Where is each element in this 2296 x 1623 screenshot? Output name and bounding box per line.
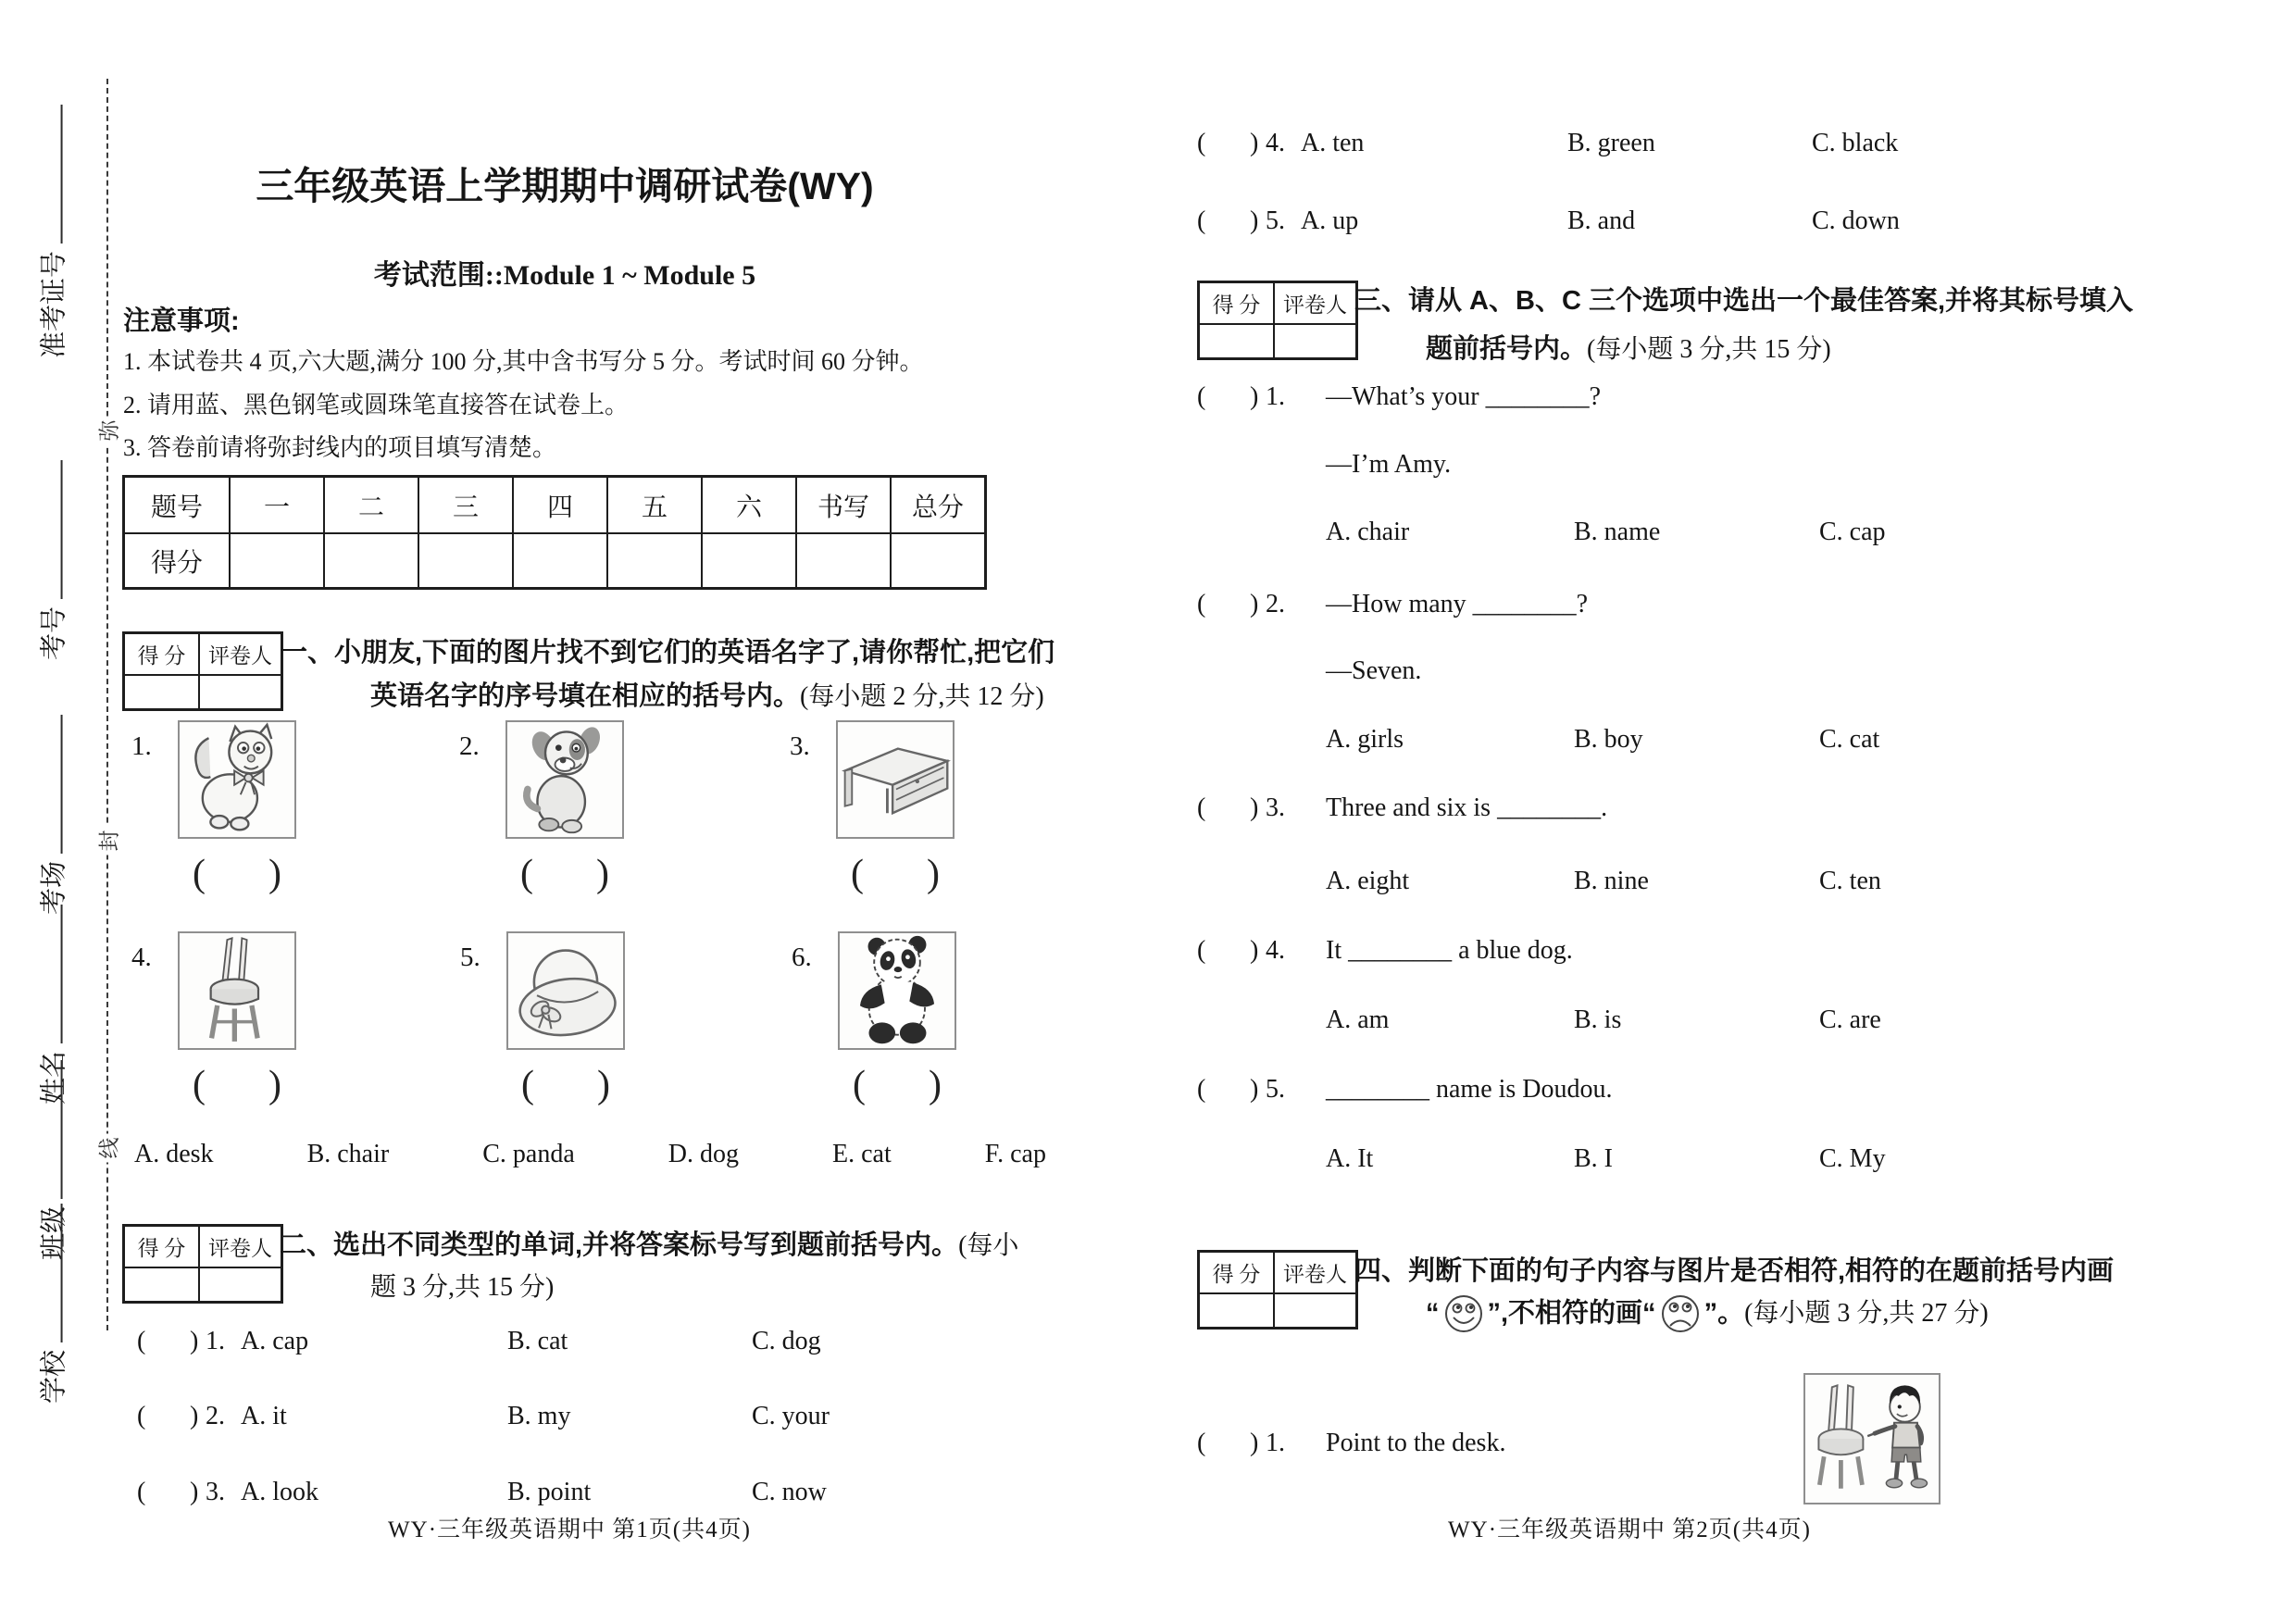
- table-header-cell: 四: [512, 478, 606, 532]
- score-cell-empty: [323, 532, 418, 587]
- answer-parentheses: [851, 852, 940, 896]
- option-c: C. My: [1819, 1144, 1886, 1173]
- answer-parentheses: [521, 1063, 610, 1107]
- answer-parentheses: [853, 1063, 942, 1107]
- seal-char-mi: 弥: [93, 417, 123, 445]
- picture-item-3: [790, 720, 955, 896]
- score-cell-empty: [890, 532, 984, 587]
- seal-char-feng: 封: [93, 827, 123, 855]
- score-summary-table: [122, 475, 987, 590]
- table-row-label: 得分: [125, 532, 229, 587]
- table-header-cell: 五: [606, 478, 701, 532]
- paren-close: ): [190, 1327, 199, 1355]
- grader-label: 评卷人: [1273, 1253, 1355, 1294]
- paren-close: ): [1250, 206, 1259, 235]
- question-number: 3.: [206, 1478, 225, 1506]
- paren-open: (: [521, 1064, 534, 1106]
- score-box-section4: [1197, 1250, 1358, 1330]
- paren-close: ): [1250, 590, 1259, 618]
- option-a: A. am: [1326, 1005, 1390, 1034]
- option-a: A. girls: [1326, 725, 1404, 754]
- panda-image: [838, 931, 956, 1050]
- paren-close: ): [1250, 793, 1259, 822]
- option-a: A. up: [1301, 206, 1359, 235]
- score-cell-empty: [701, 532, 795, 587]
- blank-line: [31, 1060, 63, 1199]
- option-c: C. down: [1812, 206, 1900, 235]
- paren-open: (: [1197, 590, 1206, 618]
- blank-line: [31, 105, 63, 243]
- table-header-cell: 一: [229, 478, 323, 532]
- paren-open: (: [1197, 206, 1206, 235]
- boy-pointing-at-chair-image: [1803, 1373, 1940, 1504]
- word-option: A. desk: [134, 1140, 214, 1168]
- word-option: C. panda: [482, 1140, 575, 1168]
- section1-title-line1: 一、小朋友,下面的图片找不到它们的英语名字了,请你帮忙,把它们: [281, 638, 1055, 668]
- table-header-cell: 三: [418, 478, 512, 532]
- score-label: 得 分: [125, 634, 198, 676]
- paren-close: ): [1250, 1075, 1259, 1104]
- score-box-section3: [1197, 281, 1358, 360]
- paren-open: (: [1197, 1075, 1206, 1104]
- item-number: 1.: [131, 731, 152, 761]
- word-option: B. chair: [306, 1140, 390, 1168]
- word-option: F. cap: [984, 1140, 1046, 1168]
- section3-title-line1: 三、请从 A、B、C 三个选项中选出一个最佳答案,并将其标号填入: [1354, 286, 2134, 316]
- margin-field-school: [31, 1204, 71, 1404]
- score-box-section2: [122, 1224, 283, 1304]
- score-cell-empty: [512, 532, 606, 587]
- section2-title-line1: 二、选出不同类型的单词,并将答案标号写到题前括号内。: [280, 1230, 959, 1260]
- word-option: E. cat: [832, 1140, 892, 1168]
- question-number: 2.: [1266, 590, 1285, 618]
- table-header-cell: 六: [701, 478, 795, 532]
- question-text: Point to the desk.: [1326, 1429, 1506, 1457]
- score-label: 得 分: [1200, 1253, 1273, 1294]
- picture-item-2: [459, 720, 624, 896]
- option-c: C. ten: [1819, 867, 1881, 895]
- grader-label: 评卷人: [198, 634, 281, 676]
- exam-scope: 考试范围::Module 1 ~ Module 5: [373, 260, 756, 291]
- margin-field-exam-room: [31, 715, 71, 915]
- option-c: C. now: [752, 1478, 827, 1506]
- note-line: 3. 答卷前请将弥封线内的项目填写清楚。: [123, 434, 557, 461]
- paren-close: ): [190, 1402, 199, 1430]
- score-cell-empty: [1200, 325, 1273, 357]
- option-b: B. nine: [1574, 867, 1649, 895]
- question-text: It ________ a blue dog.: [1326, 936, 1573, 965]
- grader-label: 评卷人: [198, 1227, 281, 1268]
- paren-close: ): [1250, 129, 1259, 157]
- chair-image: [178, 931, 296, 1050]
- score-cell-empty: [198, 1268, 281, 1301]
- paren-open: (: [853, 1064, 866, 1106]
- paren-open: (: [1197, 1429, 1206, 1457]
- section3-title-line2: 题前括号内。: [1426, 334, 1588, 364]
- paren-open: (: [851, 853, 864, 895]
- table-header-cell: 题号: [150, 493, 203, 522]
- answer-parentheses: [193, 852, 281, 896]
- margin-field-admission-no: [31, 105, 71, 358]
- margin-field-label: 姓名: [39, 1050, 69, 1105]
- question-number: 5.: [1266, 1075, 1285, 1104]
- page2-footer: WY·三年级英语期中 第2页(共4页): [1448, 1517, 1811, 1542]
- table-header-cell: 总分: [890, 478, 984, 532]
- item-number: 6.: [792, 943, 812, 972]
- quote-open: “: [1426, 1298, 1440, 1329]
- option-b: B. green: [1567, 129, 1655, 157]
- score-box-section1: [122, 631, 283, 711]
- section4-points: (每小题 3 分,共 27 分): [1744, 1299, 1989, 1329]
- paren-close: ): [1250, 382, 1259, 411]
- section2-title-line2: 题 3 分,共 15 分): [370, 1273, 555, 1302]
- score-cell-empty: [1273, 1294, 1355, 1327]
- question-number: 1.: [1266, 1429, 1285, 1457]
- score-cell-empty: [1200, 1294, 1273, 1327]
- blank-line: [31, 905, 63, 1043]
- paren-open: (: [520, 853, 533, 895]
- word-bank: [134, 1139, 1046, 1170]
- note-line: 1. 本试卷共 4 页,六大题,满分 100 分,其中含书写分 5 分。考试时间 60 分钟。: [123, 348, 924, 375]
- margin-field-label: 准考证号: [39, 250, 69, 359]
- picture-item-1: [131, 720, 296, 896]
- word-option: D. dog: [668, 1140, 739, 1168]
- paren-close: ): [929, 1064, 942, 1106]
- option-a: A. chair: [1326, 518, 1410, 546]
- happy-face-icon: [1442, 1292, 1485, 1335]
- margin-field-label: 班级: [39, 1205, 69, 1261]
- item-number: 5.: [460, 943, 480, 972]
- score-cell-empty: [125, 676, 198, 708]
- option-b: B. my: [507, 1402, 571, 1430]
- paren-open: (: [193, 1064, 206, 1106]
- option-b: B. I: [1574, 1144, 1613, 1173]
- blank-line: [31, 715, 63, 854]
- paren-open: (: [1197, 936, 1206, 965]
- question-number: 5.: [1266, 206, 1285, 235]
- desk-image: [836, 720, 955, 839]
- option-c: C. cat: [1819, 725, 1880, 754]
- question-text: Three and six is ________.: [1326, 793, 1608, 822]
- blank-line: [31, 460, 63, 599]
- paren-close: ): [597, 1064, 610, 1106]
- section1-title-line2: 英语名字的序号填在相应的括号内。: [370, 681, 801, 711]
- margin-field-exam-no: [31, 460, 71, 660]
- table-header-cell: 书写: [795, 478, 890, 532]
- paren-open: (: [137, 1327, 146, 1355]
- item-number: 2.: [459, 731, 480, 761]
- margin-field-label: 学校: [39, 1349, 69, 1405]
- score-cell-empty: [198, 676, 281, 708]
- paren-close: ): [268, 1064, 281, 1106]
- question-number: 4.: [1266, 129, 1285, 157]
- score-cell-empty: [229, 532, 323, 587]
- table-header-cell: 二: [323, 478, 418, 532]
- question-number: 3.: [1266, 793, 1285, 822]
- paren-close: ): [1250, 1429, 1259, 1457]
- score-cell-empty: [795, 532, 890, 587]
- notes-title: 注意事项:: [123, 306, 240, 336]
- score-cell-empty: [1273, 325, 1355, 357]
- note-line: 2. 请用蓝、黑色钢笔或圆珠笔直接答在试卷上。: [123, 392, 630, 418]
- question-text: —What’s your ________?: [1326, 382, 1602, 411]
- quote-close: ”。: [1703, 1298, 1745, 1329]
- paren-open: (: [137, 1402, 146, 1430]
- option-a: A. look: [241, 1478, 318, 1506]
- option-b: B. point: [507, 1478, 592, 1506]
- question-number: 4.: [1266, 936, 1285, 965]
- picture-item-5: [460, 931, 625, 1107]
- option-a: A. It: [1326, 1144, 1374, 1173]
- option-c: C. black: [1812, 129, 1899, 157]
- margin-field-label: 考号: [39, 606, 69, 661]
- sad-face-icon: [1659, 1292, 1702, 1335]
- paren-open: (: [193, 853, 206, 895]
- option-c: C. dog: [752, 1327, 821, 1355]
- section1-points: (每小题 2 分,共 12 分): [800, 682, 1044, 711]
- option-b: B. name: [1574, 518, 1661, 546]
- paren-open: (: [1197, 382, 1206, 411]
- option-c: C. your: [752, 1402, 830, 1430]
- question-number: 2.: [206, 1402, 225, 1430]
- question-number: 1.: [1266, 382, 1285, 411]
- answer-parentheses: [520, 852, 609, 896]
- score-cell-empty: [418, 532, 512, 587]
- section2-points-start: (每小: [958, 1231, 1019, 1260]
- option-a: A. it: [241, 1402, 287, 1430]
- cat-image: [178, 720, 296, 839]
- blank-line: [31, 1204, 63, 1342]
- item-number: 3.: [790, 731, 810, 761]
- page-title: 三年级英语上学期期中调研试卷(WY): [256, 165, 874, 207]
- seal-char-xian: 线: [93, 1134, 123, 1163]
- paren-open: (: [137, 1478, 146, 1506]
- answer-parentheses: [193, 1063, 281, 1107]
- score-cell-empty: [125, 1268, 198, 1301]
- option-c: C. cap: [1819, 518, 1886, 546]
- option-b: B. and: [1567, 206, 1636, 235]
- hat-image: [506, 931, 625, 1050]
- item-number: 4.: [131, 943, 152, 972]
- paren-close: ): [268, 853, 281, 895]
- option-a: A. ten: [1301, 129, 1365, 157]
- option-b: B. is: [1574, 1005, 1622, 1034]
- picture-item-6: [792, 931, 956, 1107]
- paren-close: ): [927, 853, 940, 895]
- score-label: 得 分: [1200, 283, 1273, 325]
- paren-close: ): [1250, 936, 1259, 965]
- option-b: B. cat: [507, 1327, 568, 1355]
- question-number: 1.: [206, 1327, 225, 1355]
- question-followup: —Seven.: [1326, 656, 1422, 685]
- section4-title-line1: 四、判断下面的句子内容与图片是否相符,相符的在题前括号内画: [1354, 1256, 2115, 1286]
- paren-close: ): [190, 1478, 199, 1506]
- option-a: A. eight: [1326, 867, 1410, 895]
- question-text: ________ name is Doudou.: [1326, 1075, 1613, 1104]
- option-a: A. cap: [241, 1327, 309, 1355]
- judge-text-mid: ”,不相符的画“: [1487, 1298, 1656, 1329]
- section3-points: (每小题 3 分,共 15 分): [1587, 335, 1831, 364]
- question-followup: —I’m Amy.: [1326, 450, 1452, 479]
- page1-footer: WY·三年级英语期中 第1页(共4页): [388, 1517, 751, 1542]
- paren-close: ): [596, 853, 609, 895]
- score-cell-empty: [606, 532, 701, 587]
- picture-item-4: [131, 931, 296, 1107]
- score-label: 得 分: [125, 1227, 198, 1268]
- paren-open: (: [1197, 793, 1206, 822]
- option-b: B. boy: [1574, 725, 1643, 754]
- option-c: C. are: [1819, 1005, 1881, 1034]
- paren-open: (: [1197, 129, 1206, 157]
- question-text: —How many ________?: [1326, 590, 1589, 618]
- dog-image: [505, 720, 624, 839]
- margin-field-label: 考场: [39, 860, 69, 916]
- grader-label: 评卷人: [1273, 283, 1355, 325]
